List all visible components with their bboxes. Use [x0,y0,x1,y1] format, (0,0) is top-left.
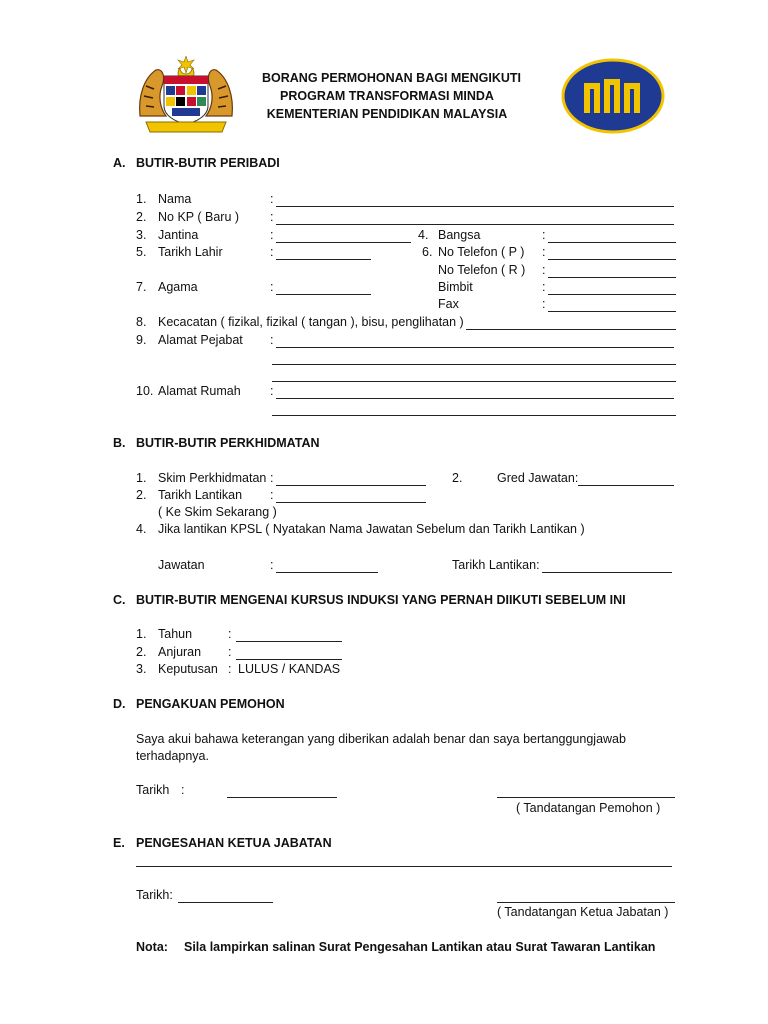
colon: : [542,280,546,294]
colon: : [181,783,185,797]
section-a-letter: A. [113,156,126,170]
telefon-r-field[interactable] [548,277,676,278]
anjuran-field[interactable] [236,659,342,660]
colon: : [542,297,546,311]
lantikan-number: 2. [136,488,147,502]
pejabat-field-line-3[interactable] [272,381,676,382]
tahun-field[interactable] [236,641,342,642]
skim-field[interactable] [276,485,426,486]
pemohon-signature-field[interactable] [497,797,675,798]
ketua-tarikh-field[interactable] [178,902,273,903]
nokp-field[interactable] [276,224,674,225]
rumah-field-line-1[interactable] [276,398,674,399]
keputusan-number: 3. [136,662,147,676]
kecacatan-label: Kecacatan ( fizikal, fizikal ( tangan ), bisu, penglihatan ) [158,315,464,329]
section-d-heading: PENGAKUAN PEMOHON [136,697,285,711]
nama-field[interactable] [276,206,674,207]
malaysia-coat-of-arms-icon [136,56,236,134]
colon: : [270,558,274,572]
pemohon-signature-caption: ( Tandatangan Pemohon ) [516,801,661,815]
telefon-number: 6. [422,245,433,259]
section-b-heading: BUTIR-BUTIR PERKHIDMATAN [136,436,320,450]
nokp-label: No KP ( Baru ) [158,210,240,224]
agama-number: 7. [136,280,147,294]
colon: : [270,228,274,242]
colon: : [228,662,232,676]
rumah-label: Alamat Rumah [158,384,241,398]
tarikh-lahir-label: Tarikh Lahir [158,245,223,259]
pejabat-field-line-2[interactable] [272,364,676,365]
lantikan-note: ( Ke Skim Sekarang ) [158,505,277,519]
kecacatan-field[interactable] [466,329,676,330]
colon: : [270,245,274,259]
nota-text: Sila lampirkan salinan Surat Pengesahan Lantikan atau Surat Tawaran Lantikan [184,940,656,954]
colon: : [228,645,232,659]
lantikan-label: Tarikh Lantikan [158,488,243,502]
bimbit-label: Bimbit [438,280,473,294]
nama-number: 1. [136,192,147,206]
statement-line-2: terhadapnya. [136,749,209,763]
jantina-number: 3. [136,228,147,242]
colon: : [542,228,546,242]
gred-field[interactable] [578,485,674,486]
tahun-number: 1. [136,627,147,641]
section-c-heading: BUTIR-BUTIR MENGENAI KURSUS INDUKSI YANG PERNAH DIIKUTI SEBELUM INI [136,593,626,607]
nama-label: Nama [158,192,192,206]
ketua-jabatan-comment-field[interactable] [136,866,672,867]
rumah-field-line-2[interactable] [272,415,676,416]
colon: : [270,488,274,502]
pejabat-label: Alamat Pejabat [158,333,243,347]
pejabat-field-line-1[interactable] [276,347,674,348]
ministry-of-education-logo-icon [561,56,665,136]
section-e-letter: E. [113,836,125,850]
section-d-letter: D. [113,697,126,711]
colon: : [542,245,546,259]
colon: : [270,210,274,224]
colon: : [542,263,546,277]
nota-label: Nota: [136,940,168,954]
ketua-signature-caption: ( Tandatangan Ketua Jabatan ) [497,905,669,919]
anjuran-number: 2. [136,645,147,659]
nokp-number: 2. [136,210,147,224]
tarikh-lahir-number: 5. [136,245,147,259]
statement-line-1: Saya akui bahawa keterangan yang diberikan adalah benar dan saya bertanggungjawab [136,732,626,746]
jantina-field[interactable] [276,242,411,243]
tarikh-lantikan-label: Tarikh Lantikan: [452,558,540,572]
ketua-signature-field[interactable] [497,902,675,903]
pemohon-tarikh-field[interactable] [227,797,337,798]
anjuran-label: Anjuran [158,645,202,659]
section-b-letter: B. [113,436,126,450]
form-title-line-3: KEMENTERIAN PENDIDIKAN MALAYSIA [266,107,508,121]
bangsa-number: 4. [418,228,429,242]
section-a-heading: BUTIR-BUTIR PERIBADI [136,156,280,170]
bangsa-label: Bangsa [438,228,481,242]
keputusan-value[interactable]: LULUS / KANDAS [238,662,341,676]
tarikh-lantikan-field[interactable] [542,572,672,573]
colon: : [228,627,232,641]
section-e-heading: PENGESAHAN KETUA JABATAN [136,836,332,850]
tarikh-lahir-field[interactable] [276,259,371,260]
jawatan-field[interactable] [276,572,378,573]
agama-field[interactable] [276,294,371,295]
form-title-line-2: PROGRAM TRANSFORMASI MINDA [280,89,494,103]
fax-label: Fax [438,297,459,311]
colon: : [270,192,274,206]
rumah-number: 10. [136,384,154,398]
tarikh-label: Tarikh [136,783,170,797]
gred-label: Gred Jawatan: [497,471,579,485]
kpsl-number: 4. [136,522,147,536]
lantikan-field[interactable] [276,502,426,503]
fax-field[interactable] [548,311,676,312]
ketua-tarikh-label: Tarikh: [136,888,173,902]
telefon-r-label: No Telefon ( R ) [438,263,526,277]
agama-label: Agama [158,280,198,294]
telefon-p-field[interactable] [548,259,676,260]
bimbit-field[interactable] [548,294,676,295]
gred-number: 2. [452,471,463,485]
colon: : [270,384,274,398]
colon: : [270,471,274,485]
pejabat-number: 9. [136,333,147,347]
colon: : [270,280,274,294]
tahun-label: Tahun [158,627,193,641]
skim-label: Skim Perkhidmatan [158,471,267,485]
skim-number: 1. [136,471,147,485]
telefon-p-label: No Telefon ( P ) [438,245,525,259]
kecacatan-number: 8. [136,315,147,329]
form-title-line-1: BORANG PERMOHONAN BAGI MENGIKUTI [262,71,522,85]
jantina-label: Jantina [158,228,199,242]
jawatan-label: Jawatan [158,558,205,572]
colon: : [270,333,274,347]
keputusan-label: Keputusan [158,662,218,676]
kpsl-label: Jika lantikan KPSL ( Nyatakan Nama Jawatan Sebelum dan Tarikh Lantikan ) [158,522,585,536]
section-c-letter: C. [113,593,126,607]
bangsa-field[interactable] [548,242,676,243]
